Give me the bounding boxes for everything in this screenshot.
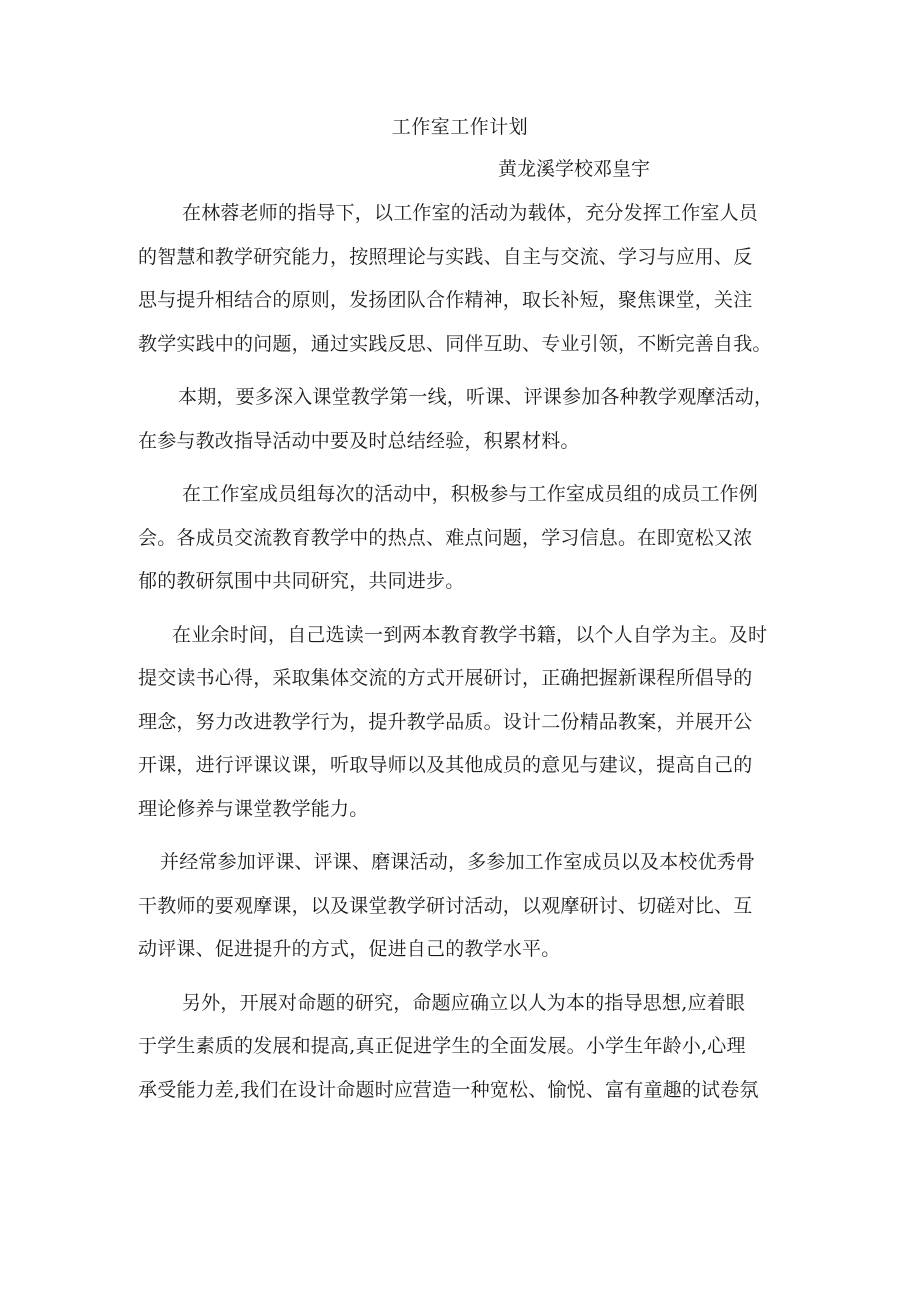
paragraph-line: 理念，努力改进教学行为，提升教学品质。设计二份精品教案，并展开公	[138, 710, 753, 733]
paragraph-line: 思与提升相结合的原则，发扬团队合作精神，取长补短，聚焦课堂，关注	[138, 289, 753, 311]
paragraph-gap	[138, 366, 798, 376]
document-author: 黄龙溪学校邓皇宇	[498, 158, 651, 180]
paragraph-line: 另外，开展对命题的研究，命题应确立以人为本的指导思想,应着眼	[182, 991, 746, 1014]
paragraph	[138, 473, 798, 604]
paragraph	[138, 192, 798, 366]
paragraph-line: 开课，进行评课议课，听取导师以及其他成员的意见与建议，提高自己的	[138, 754, 753, 776]
paragraph-line: 提交读书心得，采取集体交流的方式开展研讨，正确把握新课程所倡导的	[138, 667, 753, 689]
paragraph-line: 干教师的要观摩课，以及课堂教学研讨活动，以观摩研讨、切磋对比、互	[138, 894, 753, 917]
paragraph-line: 在业余时间，自己选读一到两本教育教学书籍，以个人自学为主。及时	[172, 623, 768, 646]
paragraph-line: 郁的教研氛围中共同研究，共同进步。	[138, 570, 465, 592]
paragraph-line: 本期，要多深入课堂教学第一线，听课、评课参加各种教学观摩活动，	[178, 386, 774, 408]
document-body	[138, 192, 798, 1112]
paragraph-line: 于学生素质的发展和提高,真正促进学生的全面发展。小学生年龄小,心理	[138, 1035, 746, 1057]
paragraph-gap	[138, 831, 798, 841]
paragraph-line: 动评课、促进提升的方式，促进自己的教学水平。	[138, 938, 561, 960]
paragraph-gap	[138, 604, 798, 614]
paragraph	[138, 982, 798, 1113]
paragraph-gap	[138, 972, 798, 982]
document-title: 工作室工作计划	[391, 116, 529, 138]
paragraph-line: 的智慧和教学研究能力，按照理论与实践、自主与交流、学习与应用、反	[138, 245, 753, 268]
paragraph-line: 在林蓉老师的指导下，以工作室的活动为载体，充分发挥工作室人员	[182, 202, 759, 224]
paragraph	[138, 376, 798, 463]
paragraph-line: 并经常参加评课、评课、磨课活动，多参加工作室成员以及本校优秀骨	[160, 851, 756, 873]
paragraph-line: 会。各成员交流教育教学中的热点、难点问题，学习信息。在即宽松又浓	[138, 526, 753, 549]
paragraph-line: 在工作室成员组每次的活动中，积极参与工作室成员组的成员工作例	[182, 483, 759, 505]
paragraph	[138, 614, 798, 832]
paragraph-line: 教学实践中的问题，通过实践反思、同伴互助、专业引领，不断完善自我。	[138, 332, 772, 355]
paragraph-line: 在参与教改指导活动中要及时总结经验，积累材料。	[138, 429, 580, 452]
paragraph-line: 承受能力差,我们在设计命题时应营造一种宽松、愉悦、富有童趣的试卷氛	[138, 1078, 759, 1101]
paragraph	[138, 841, 798, 972]
paragraph-line: 理论修养与课堂教学能力。	[138, 797, 369, 820]
paragraph-gap	[138, 463, 798, 473]
